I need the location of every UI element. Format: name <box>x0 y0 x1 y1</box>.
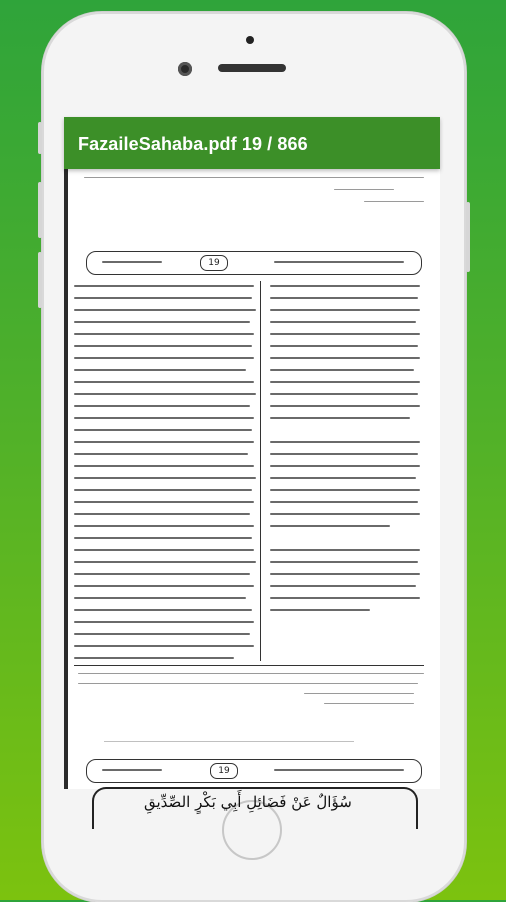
scan-edge <box>64 169 68 789</box>
proximity-sensor <box>246 36 254 44</box>
mute-switch <box>38 122 42 154</box>
page-number-badge: 19 <box>200 255 228 271</box>
header-text-right <box>274 769 404 771</box>
volume-up-button <box>38 182 42 238</box>
header-text-right <box>274 261 404 263</box>
footnote-line <box>334 189 394 190</box>
header-text-left <box>102 261 162 263</box>
volume-down-button <box>38 252 42 308</box>
footnote-line <box>84 177 424 178</box>
footnote-line <box>304 693 414 694</box>
header-text-left <box>102 769 162 771</box>
pdf-toolbar <box>64 117 440 169</box>
section-heading: سُؤَالٌ عَنْ فَضَائِلِ أَبِي بَكْرٍ الصِّدِّيقِ <box>144 793 352 811</box>
power-button <box>466 202 470 272</box>
footnote-line <box>78 673 424 674</box>
footnote-line <box>364 201 424 202</box>
page-header-frame <box>86 251 422 275</box>
app-screen <box>64 117 440 811</box>
column-divider <box>260 281 261 661</box>
front-camera-icon <box>178 62 192 76</box>
footnote-rule <box>74 665 424 666</box>
next-page-number-badge: 19 <box>210 763 238 779</box>
document-title: FazaileSahaba.pdf 19 / 866 <box>78 134 308 154</box>
pdf-page-view[interactable] <box>64 169 440 811</box>
footnote-line <box>324 703 414 704</box>
earpiece-speaker <box>218 64 286 72</box>
footnote-line <box>78 683 418 684</box>
next-page-header-frame <box>86 759 422 783</box>
page-separator <box>104 741 354 742</box>
